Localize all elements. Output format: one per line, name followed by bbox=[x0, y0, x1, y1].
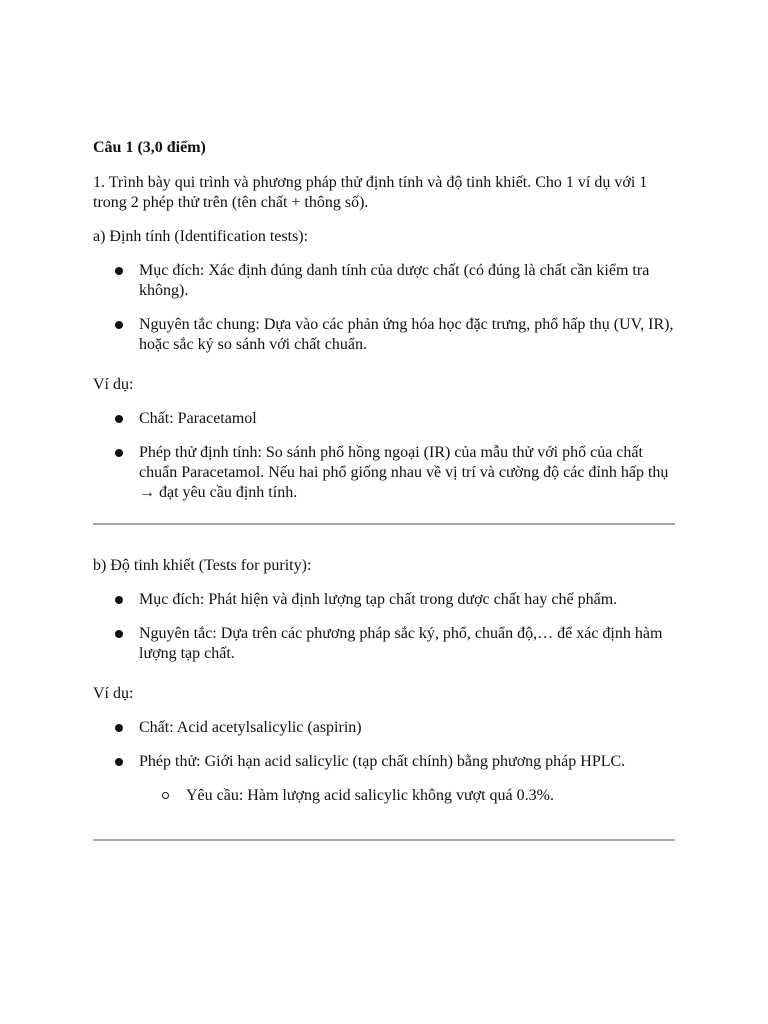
section-divider bbox=[93, 839, 675, 841]
list-item bbox=[139, 786, 675, 806]
section-a-example-label: Ví dụ: bbox=[93, 376, 134, 393]
bullet-dot-icon bbox=[115, 267, 123, 275]
bullet-dot-icon bbox=[115, 449, 123, 457]
bullet-text: Nguyên tắc: Dựa trên các phương pháp sắc ký, phổ, chuẩn độ,… để xác định hàm lượng tạp chất. bbox=[139, 625, 663, 662]
bullet-dot-icon bbox=[115, 321, 123, 329]
bullet-text: Mục đích: Phát hiện và định lượng tạp chất trong dược chất hay chế phẩm. bbox=[139, 591, 618, 608]
list-item bbox=[93, 443, 675, 503]
section-b-example-label: Ví dụ: bbox=[93, 685, 134, 702]
section-b-bullet-list bbox=[93, 590, 675, 664]
list-item bbox=[93, 261, 675, 301]
bullet-text: Phép thử định tính: So sánh phổ hồng ngoại (IR) của mẫu thử với phổ của chất chuẩn Paracetamol. Nếu hai phổ giống nhau về vị trí và cường độ các đỉnh hấp thụ → đạt yêu cầu định tính. bbox=[139, 444, 669, 501]
list-item bbox=[93, 752, 675, 806]
question-intro: 1. Trình bày qui trình và phương pháp thử định tính và độ tinh khiết. Cho 1 ví dụ với 1 trong 2 phép thử trên (tên chất + thông số). bbox=[93, 174, 648, 211]
question-heading: Câu 1 (3,0 điểm) bbox=[93, 139, 206, 156]
list-item bbox=[93, 590, 675, 610]
bullet-dot-icon bbox=[115, 758, 123, 766]
bullet-dot-icon bbox=[115, 415, 123, 423]
section-a-title: a) Định tính (Identification tests): bbox=[93, 228, 309, 245]
section-divider bbox=[93, 523, 675, 525]
bullet-circle-icon bbox=[162, 792, 169, 799]
list-item bbox=[93, 315, 675, 355]
section-a-example-list bbox=[93, 409, 675, 503]
bullet-dot-icon bbox=[115, 630, 123, 638]
bullet-dot-icon bbox=[115, 724, 123, 732]
bullet-text: Nguyên tắc chung: Dựa vào các phản ứng hóa học đặc trưng, phổ hấp thụ (UV, IR), hoặc sắc ký so sánh với chất chuẩn. bbox=[139, 316, 674, 353]
bullet-text: Mục đích: Xác định đúng danh tính của dược chất (có đúng là chất cần kiểm tra không). bbox=[139, 262, 650, 299]
sub-bullet-list bbox=[139, 786, 675, 806]
bullet-text: Chất: Acid acetylsalicylic (aspirin) bbox=[139, 719, 362, 736]
section-a-bullet-list bbox=[93, 261, 675, 355]
sub-bullet-text: Yêu cầu: Hàm lượng acid salicylic không vượt quá 0.3%. bbox=[186, 787, 554, 804]
list-item bbox=[93, 624, 675, 664]
list-item bbox=[93, 718, 675, 738]
bullet-text: Chất: Paracetamol bbox=[139, 410, 257, 427]
document-page bbox=[93, 138, 675, 841]
section-b-title: b) Độ tinh khiết (Tests for purity): bbox=[93, 557, 312, 574]
list-item bbox=[93, 409, 675, 429]
section-b-example-list bbox=[93, 718, 675, 806]
bullet-dot-icon bbox=[115, 596, 123, 604]
bullet-text: Phép thử: Giới hạn acid salicylic (tạp chất chính) bằng phương pháp HPLC. bbox=[139, 753, 626, 770]
